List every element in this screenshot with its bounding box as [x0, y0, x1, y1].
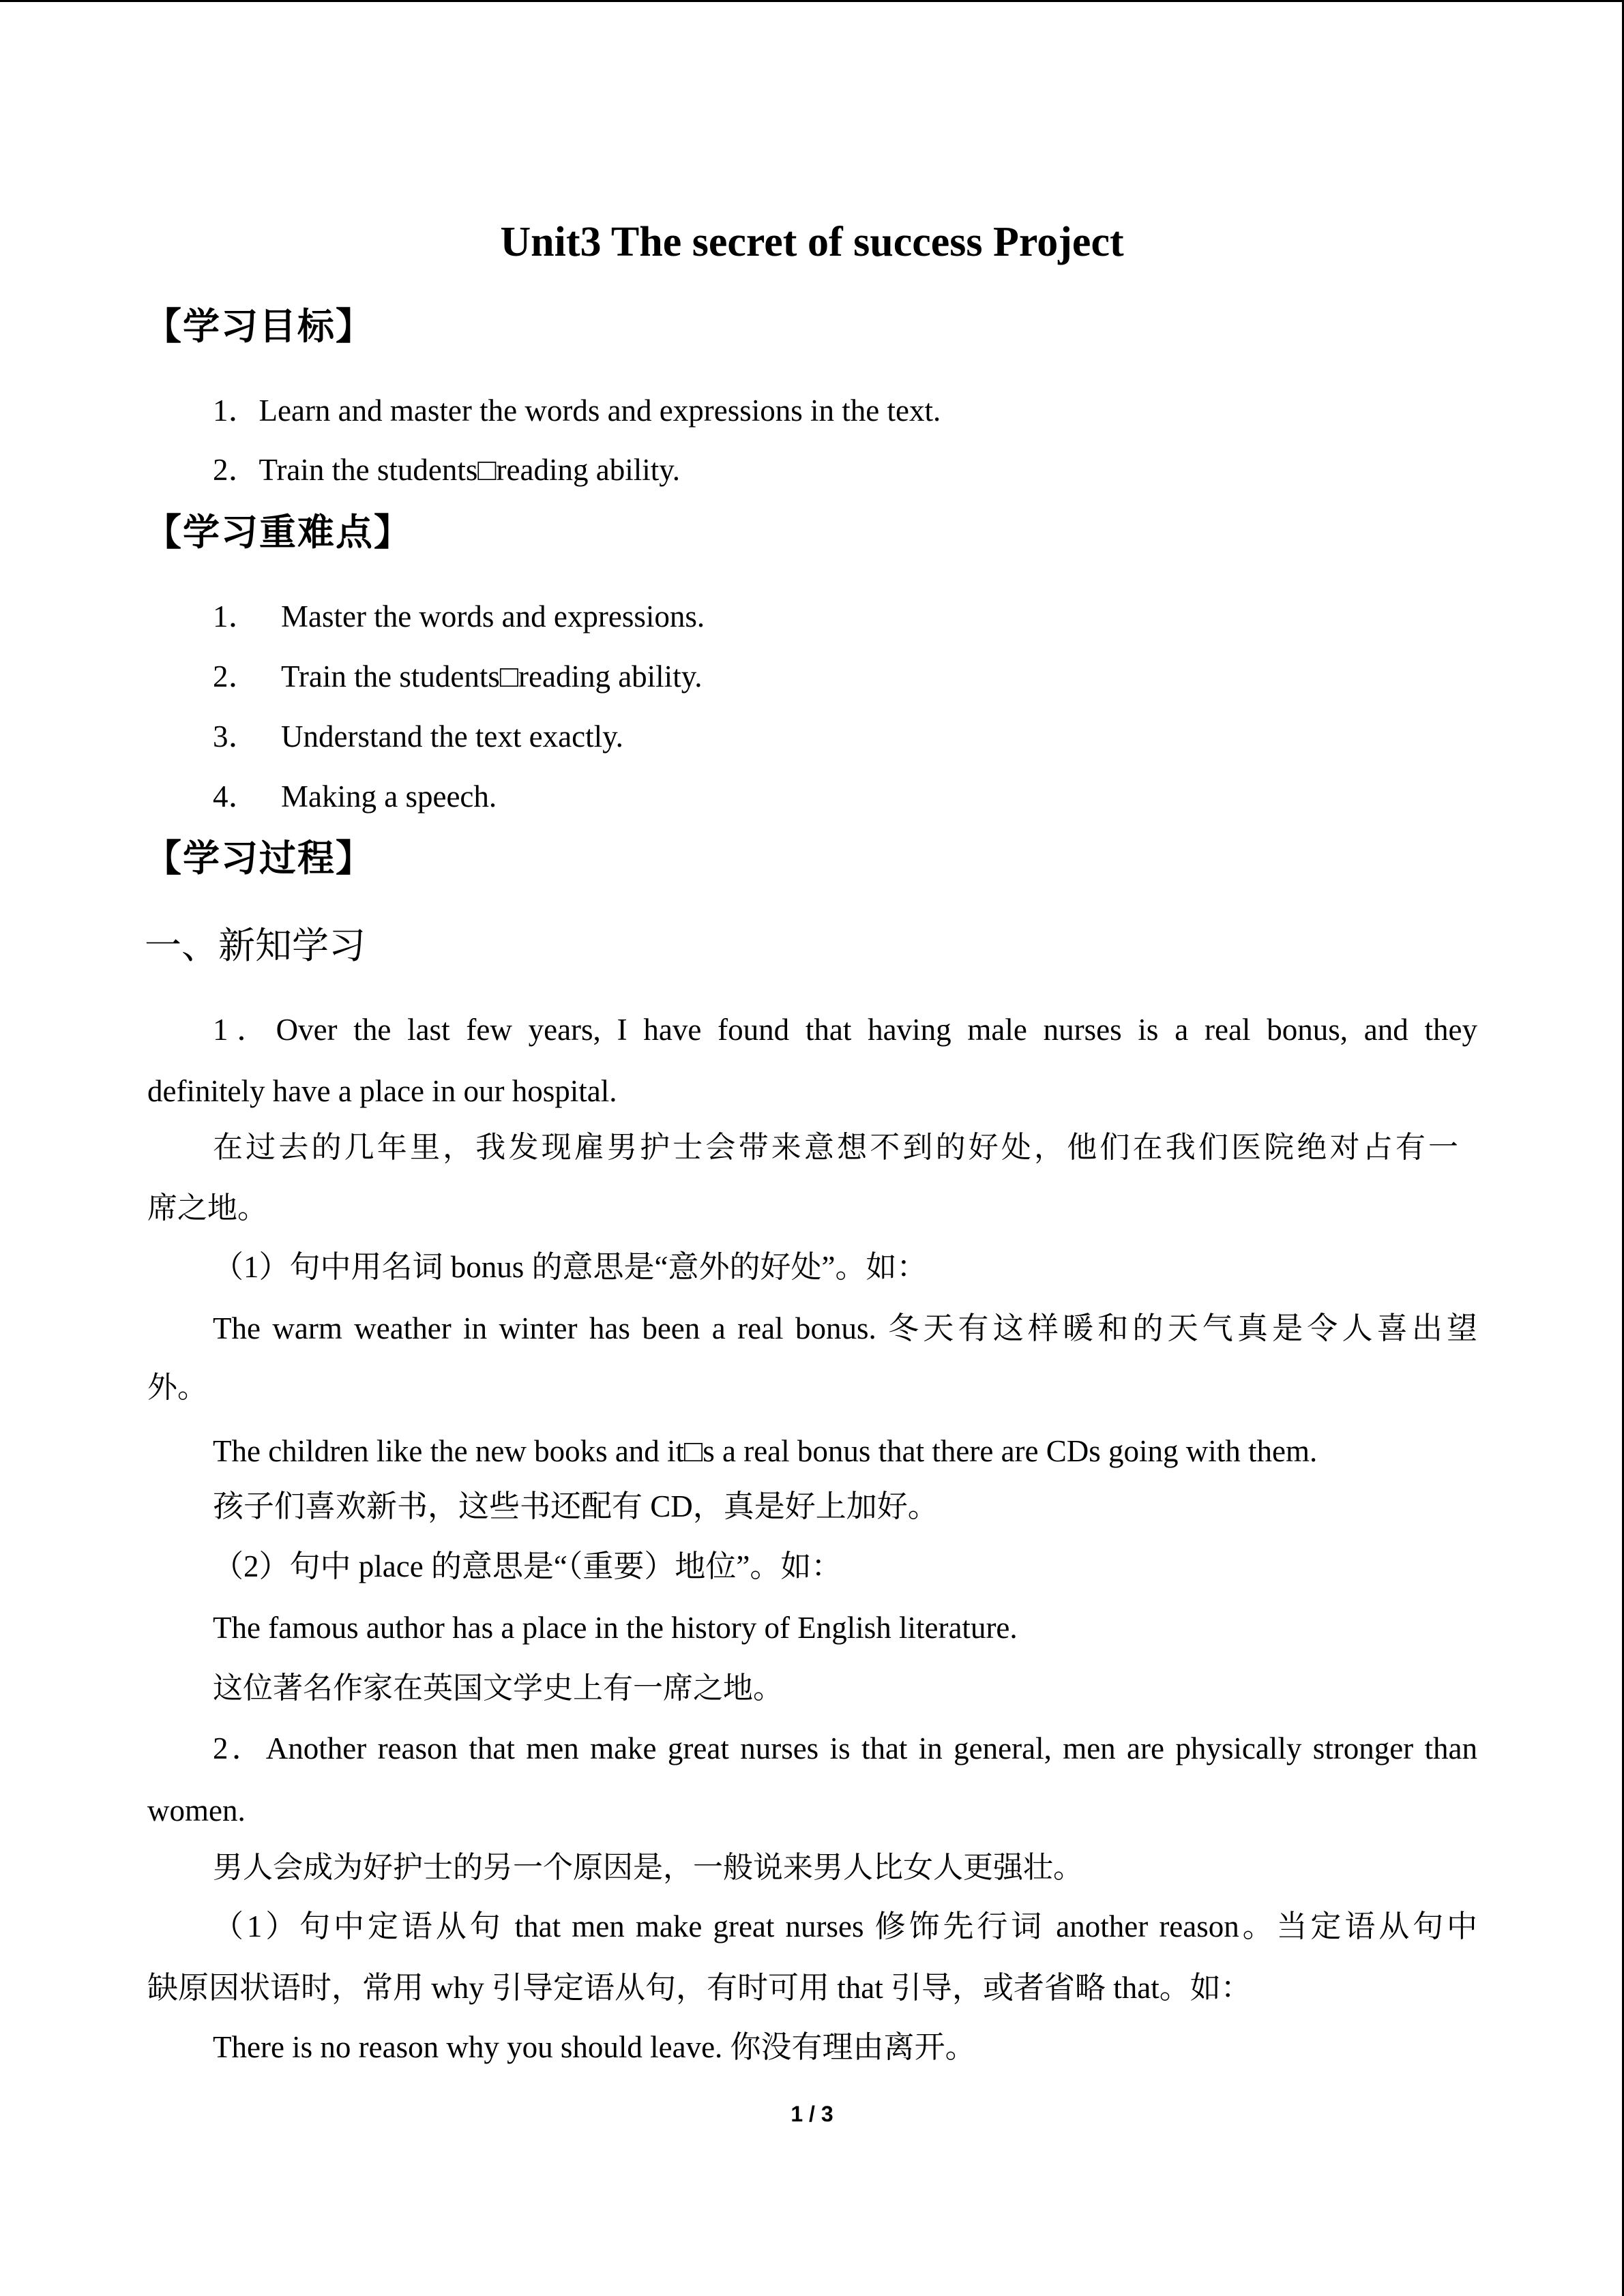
body-line: 在过去的几年里，我发现雇男护士会带来意想不到的好处，他们在我们医院绝对占有一: [213, 1130, 1458, 1165]
key-point-text: Understand the text exactly.: [281, 719, 623, 754]
body-line: （2）句中 place 的意思是“（重要）地位”。如：: [213, 1549, 842, 1583]
key-point-text: Train the students□reading ability.: [281, 659, 703, 694]
body-line: 1．Over the last few years, I have found that having male nurses is a real bonus, and they: [213, 1013, 1477, 1047]
objective-number: 2．: [213, 453, 259, 487]
body-line: 外。: [147, 1370, 207, 1405]
body-line: 孩子们喜欢新书，这些书还配有 CD，真是好上加好。: [213, 1489, 939, 1523]
key-point-number: 3．: [213, 719, 259, 754]
body-line: 缺原因状语时，常用 why 引导定语从句，有时可用 that 引导，或者省略 that。如：: [147, 1971, 1252, 2005]
objective-item: [213, 389, 941, 432]
objectives-heading: 【学习目标】: [145, 305, 374, 348]
key-point-item: [213, 715, 623, 758]
key-points-heading: 【学习重难点】: [145, 511, 412, 554]
key-point-item: [213, 775, 497, 818]
key-point-number: 2．: [213, 659, 259, 694]
body-line: The children like the new books and it□s a real bonus that there are CDs going with them.: [213, 1434, 1318, 1468]
body-line: There is no reason why you should leave. 你没有理由离开。: [213, 2030, 976, 2064]
objective-item: [213, 448, 680, 492]
page-number: 1 / 3: [791, 2102, 833, 2126]
page-border-top: [0, 0, 1624, 2]
body-line: 2．Another reason that men make great nurses is that in general, men are physically stronger than: [213, 1731, 1477, 1765]
body-line: The famous author has a place in the history of English literature.: [213, 1611, 1018, 1645]
body-line: women.: [147, 1793, 246, 1828]
key-point-number: 4．: [213, 779, 259, 814]
process-subheading: 一、新知学习: [145, 924, 366, 967]
body-line: The warm weather in winter has been a real bonus. 冬天有这样暖和的天气真是令人喜出望: [213, 1311, 1477, 1345]
body-line: 席之地。: [147, 1191, 267, 1225]
key-point-item: [213, 655, 703, 698]
objective-text: Learn and master the words and expressions in the text.: [259, 393, 941, 428]
body-line: 这位著名作家在英国文学史上有一席之地。: [213, 1671, 783, 1705]
body-line: （1）句中定语从句 that men make great nurses 修饰先行词 another reason。当定语从句中: [213, 1909, 1477, 1943]
body-line: （1）句中用名词 bonus 的意思是“意外的好处”。如：: [213, 1250, 928, 1284]
key-point-item: [213, 595, 705, 638]
process-heading: 【学习过程】: [145, 837, 374, 880]
objective-number: 1．: [213, 393, 259, 428]
document-title: Unit3 The secret of success Project: [500, 219, 1124, 265]
objective-text: Train the students□reading ability.: [259, 453, 681, 487]
body-line: definitely have a place in our hospital.: [147, 1074, 617, 1108]
body-line: 男人会成为好护士的另一个原因是，一般说来男人比女人更强壮。: [213, 1850, 1083, 1885]
key-point-number: 1．: [213, 599, 259, 633]
key-point-text: Making a speech.: [281, 779, 497, 814]
key-point-text: Master the words and expressions.: [281, 599, 705, 633]
